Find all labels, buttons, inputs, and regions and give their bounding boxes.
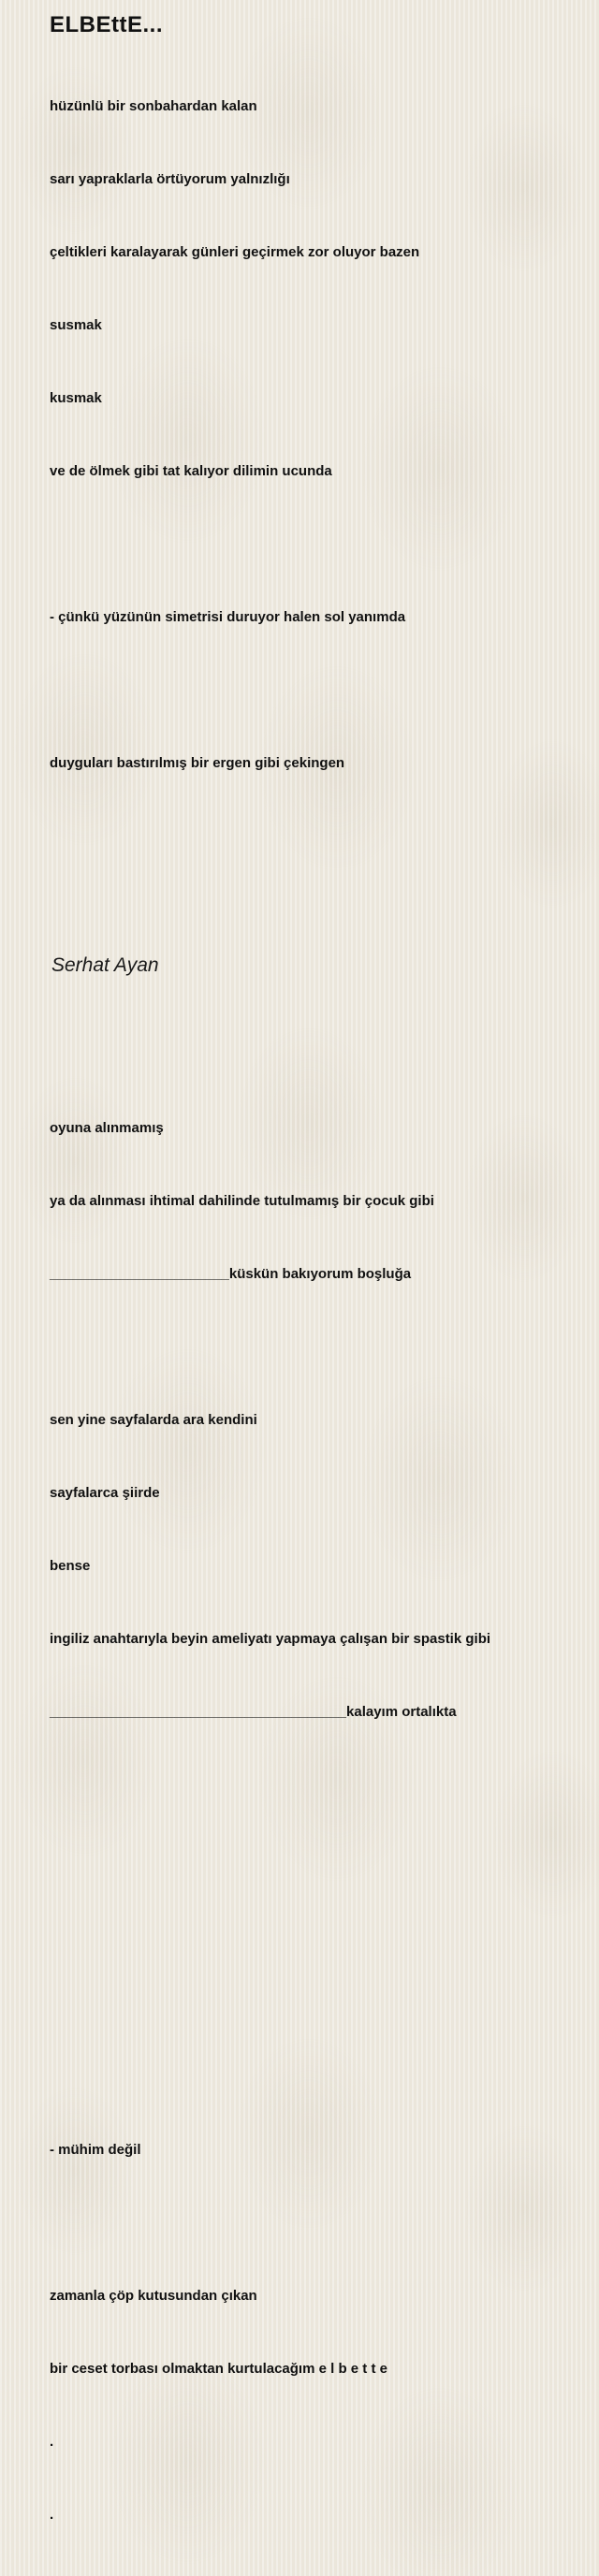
poem-line: bense: [50, 1558, 91, 1574]
poem-line-blank: [50, 1043, 583, 1068]
poem-line: - çünkü yüzünün simetrisi duruyor halen sol yanımda: [50, 609, 406, 625]
poem-line: _______________________küskün bakıyorum boşluğa: [50, 1266, 412, 1282]
poem-line: sayfalarca şiirde: [50, 1485, 160, 1501]
poem-line: ______________________________________kalayım ortalıkta: [50, 1704, 457, 1720]
poem-line: ve de ölmek gibi tat kalıyor dilimin ucunda: [50, 463, 332, 479]
author-name: Serhat Ayan: [51, 954, 159, 976]
poem-line: oyuna alınmamış: [50, 1120, 164, 1136]
poem-line-blank: [50, 824, 583, 849]
poem-line: hüzünlü bir sonbahardan kalan: [50, 98, 257, 114]
poem-line: ingiliz anahtarıyla beyin ameliyatı yapmaya çalışan bir spastik gibi: [50, 1631, 491, 1647]
poem-line: duyguları bastırılmış bir ergen gibi çekingen: [50, 755, 345, 771]
poem-line: - mühim değil: [50, 2142, 141, 2158]
poem-line-blank: [50, 897, 583, 922]
poem-line: susmak: [50, 317, 102, 333]
poem-line-blank: [50, 1846, 583, 1870]
poem-line-blank: [50, 1335, 583, 1360]
poem-body: [50, 46, 583, 2576]
poem-line: bir ceset torbası olmaktan kurtulacağım e l b e t t e: [50, 2361, 387, 2377]
poem-line-blank: [50, 2065, 583, 2089]
poem-line: .: [50, 2507, 54, 2523]
poem-line-blank: [50, 1992, 583, 2016]
poem: [50, 10, 583, 2576]
poem-line-blank: [50, 1919, 583, 1943]
poem-line: ya da alınması ihtimal dahilinde tutulmamış bir çocuk gibi: [50, 1193, 434, 1209]
poem-line: zamanla çöp kutusundan çıkan: [50, 2288, 257, 2304]
poem-line: çeltikleri karalayarak günleri geçirmek zor oluyor bazen: [50, 244, 420, 260]
poem-line-blank: [50, 1773, 583, 1797]
poem-title: ELBEttE...: [50, 12, 164, 37]
poem-line: sen yine sayfalarda ara kendini: [50, 1412, 257, 1428]
poem-line-blank: [50, 2211, 583, 2235]
poem-line: sarı yapraklarla örtüyorum yalnızlığı: [50, 171, 290, 187]
poem-line: .: [50, 2434, 54, 2450]
poem-line-blank: [50, 678, 583, 703]
poem-line: kusmak: [50, 390, 102, 406]
poem-line-blank: [50, 532, 583, 557]
